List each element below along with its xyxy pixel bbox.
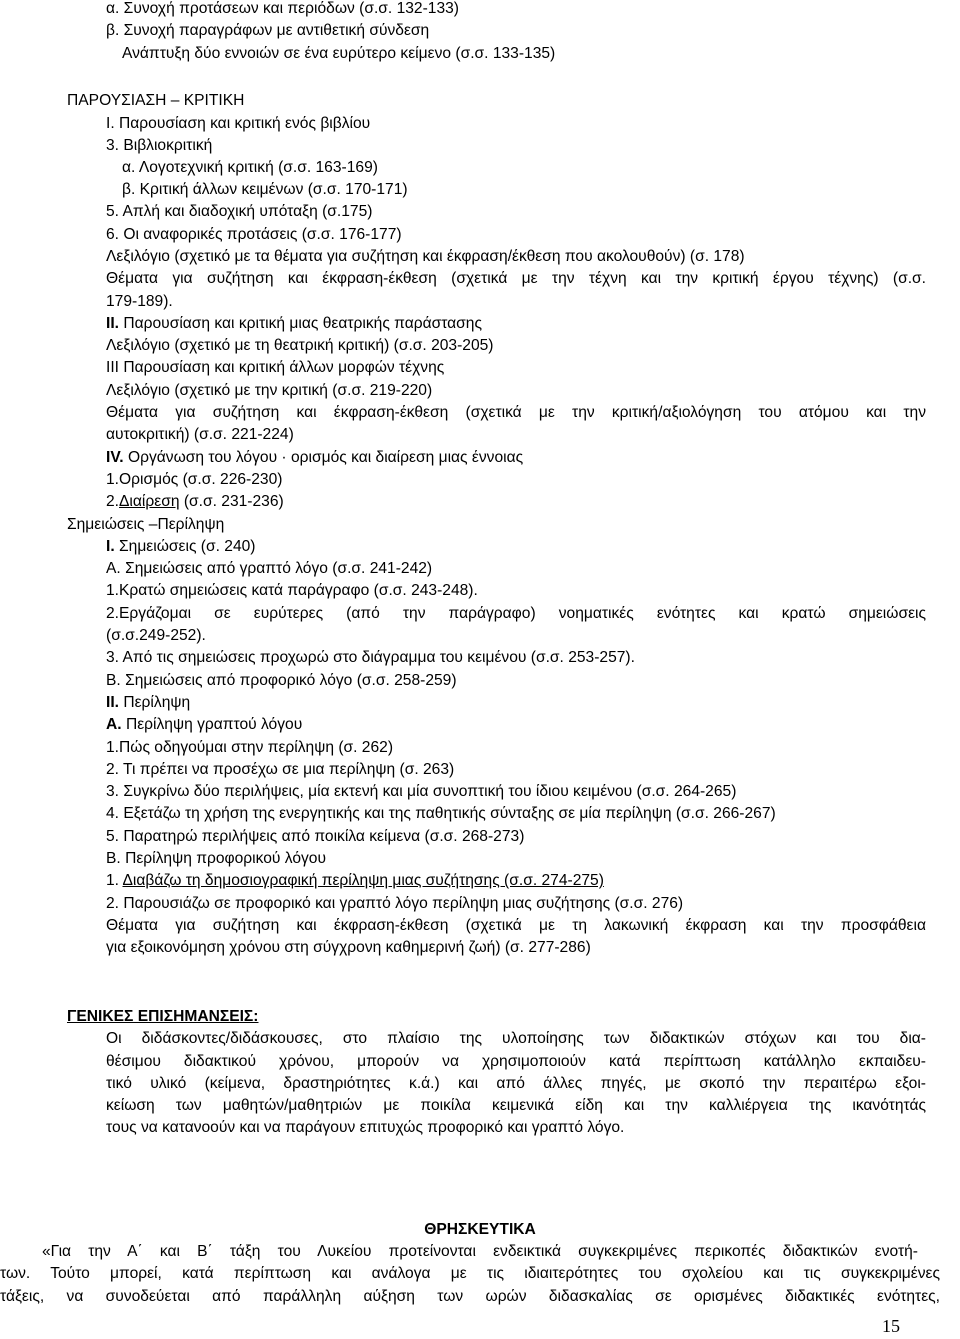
roman-numeral: II. [106, 315, 119, 332]
toc-line: Θέματα για συζήτηση και έκφραση-έκθεση (σχετικά με τη λακωνική έκφραση και την προσφάθεια [106, 917, 926, 934]
toc-line: 6. Οι αναφορικές προτάσεις (σ.σ. 176-177) [106, 226, 402, 243]
toc-line: 3. Συγκρίνω δύο περιλήψεις, μία εκτενή και μία συνοπτική του ίδιου κειμένου (σ.σ. 264-265) [106, 783, 737, 800]
religion-line: των. Τούτο μπορεί, κατά περίπτωση και ανάλογα με τις ιδιαιτερότητες του σχολείου και τις συγκεκριμένες [0, 1265, 940, 1282]
toc-line: 3. Βιβλιοκριτική [106, 137, 213, 154]
toc-line: 5. Απλή και διαδοχική υπόταξη (σ.175) [106, 203, 373, 220]
toc-line: β. Συνοχή παραγράφων με αντιθετική σύνδεση [106, 22, 430, 39]
toc-line: Λεξιλόγιο (σχετικό με την κριτική (σ.σ. 219-220) [106, 382, 433, 399]
toc-line: 1.Κρατώ σημειώσεις κατά παράγραφο (σ.σ. 243-248). [106, 582, 478, 599]
toc-line: α. Συνοχή προτάσεων και περιόδων (σ.σ. 132-133) [106, 0, 459, 17]
toc-line: 5. Παρατηρώ περιλήψεις από ποικίλα κείμενα (σ.σ. 268-273) [106, 828, 525, 845]
page-number: 15 [882, 1316, 900, 1336]
toc-line [106, 536, 255, 558]
toc-line: Ανάπτυξη δύο εννοιών σε ένα ευρύτερο κείμενο (σ.σ. 133-135) [122, 45, 556, 62]
roman-numeral: II. [106, 694, 119, 711]
religion-line: τάξεις, να συνοδεύεται από παράλληλη αύξηση των ωρών διδασκαλίας σε ορισμένες διδακτικές ενότητες, [0, 1288, 940, 1305]
notes-line: Οι διδάσκοντες/διδάσκουσες, στο πλαίσιο της υλοποίησης των διδακτικών στόχων και του δια- [106, 1030, 926, 1047]
toc-line: για εξοικονόμηση χρόνου στη σύγχρονη καθημερινή ζωή) (σ. 277-286) [106, 939, 591, 956]
section-heading-notes-summary: Σημειώσεις –Περίληψη [67, 516, 225, 533]
toc-number: 2. [106, 493, 120, 510]
roman-numeral: IV. [106, 449, 124, 466]
toc-line: 179-189). [106, 293, 173, 310]
toc-text: (σ.σ. 231-236) [183, 493, 284, 510]
toc-line: Λεξιλόγιο (σχετικό με τη θεατρική κριτική) (σ.σ. 203-205) [106, 337, 494, 354]
notes-line: τικό υλικό (κείμενα, δραστηριότητες κ.ά.) και από άλλες πηγές, με σκοπό την περαιτέρω εξοι- [106, 1075, 926, 1092]
general-notes-heading [67, 1006, 259, 1028]
toc-line: 4. Εξετάζω τη χρήση της ενεργητικής και της παθητικής σύνταξης σε μία περίληψη (σ.σ. 266-267) [106, 805, 776, 822]
toc-line [106, 692, 190, 714]
religion-line: «Για την Α΄ και Β΄ τάξη του Λυκείου προτείνονται ενδεικτικά συγκεκριμένες περικοπές διδακτικών ενοτή- [42, 1243, 918, 1260]
toc-line: Β. Σημειώσεις από προφορικό λόγο (σ.σ. 258-259) [106, 672, 457, 689]
toc-line: 2. Τι πρέπει να προσέχω σε μια περίληψη (σ. 263) [106, 761, 455, 778]
toc-line: 1.Ορισμός (σ.σ. 226-230) [106, 471, 283, 488]
toc-line: III Παρουσίαση και κριτική άλλων μορφών τέχνης [106, 359, 445, 376]
notes-line: θέσιμου διδακτικού χρόνου, μπορούν να χρησιμοποιούν κατά περίπτωση κατάλληλο εκπαιδευ- [106, 1053, 926, 1070]
toc-line [106, 491, 284, 513]
toc-underlined-text: Διαίρεση [119, 493, 180, 510]
toc-text: Παρουσίαση και κριτική μιας θεατρικής παράστασης [123, 315, 482, 332]
general-notes-heading-text: ΓΕΝΙΚΕΣ ΕΠΙΣΗΜΑΝΣΕΙΣ: [67, 1008, 259, 1025]
toc-line: Α. Σημειώσεις από γραπτό λόγο (σ.σ. 241-242) [106, 560, 433, 577]
roman-numeral: I. [106, 538, 115, 555]
toc-line: α. Λογοτεχνική κριτική (σ.σ. 163-169) [122, 159, 378, 176]
toc-underlined-text: Διαβάζω τη δημοσιογραφική περίληψη μιας συζήτησης (σ.σ. 274-275) [122, 872, 604, 889]
toc-line [106, 313, 482, 335]
section-letter: Α. [106, 716, 122, 733]
toc-text: Περίληψη [123, 694, 191, 711]
toc-line: Θέματα για συζήτηση και έκφραση-έκθεση (σχετικά με την τέχνη και την κριτική έργου τέχνης) (σ.σ. [106, 270, 926, 287]
toc-line: β. Κριτική άλλων κειμένων (σ.σ. 170-171) [122, 181, 408, 198]
notes-line: κείωση των μαθητών/μαθητριών με ποικίλα κειμενικά είδη και την καλλιέργεια της ικανότητάς [106, 1097, 926, 1114]
toc-text: Περίληψη γραπτού λόγου [125, 716, 303, 733]
toc-line [106, 714, 302, 736]
toc-text: Σημειώσεις (σ. 240) [119, 538, 256, 555]
toc-line: Θέματα για συζήτηση και έκφραση-έκθεση (σχετικά με την κριτική/αξιολόγηση του ατόμου και την [106, 404, 926, 421]
toc-line: Ι. Παρουσίαση και κριτική ενός βιβλίου [106, 115, 371, 132]
section-heading-presentation-critique: ΠΑΡΟΥΣΙΑΣΗ – ΚΡΙΤΙΚΗ [67, 92, 245, 109]
notes-line: τους να κατανοούν και να παράγουν επιτυχώς προφορικό και γραπτό λόγο. [106, 1119, 625, 1136]
toc-line: 1.Πώς οδηγούμαι στην περίληψη (σ. 262) [106, 739, 394, 756]
toc-line: Λεξιλόγιο (σχετικό με τα θέματα για συζήτηση και έκφραση/έκθεση που ακολουθούν) (σ. 178) [106, 248, 745, 265]
toc-line: 2. Παρουσιάζω σε προφορικό και γραπτό λόγο περίληψη μιας συζήτησης (σ.σ. 276) [106, 895, 684, 912]
toc-line [106, 447, 523, 469]
religion-heading: ΘΡΗΣΚΕΥΤΙΚΑ [424, 1221, 536, 1238]
toc-line: 3. Από τις σημειώσεις προχωρώ στο διάγραμμα του κειμένου (σ.σ. 253-257). [106, 649, 635, 666]
toc-number: 1. [106, 872, 120, 889]
toc-line: αυτοκριτική) (σ.σ. 221-224) [106, 426, 294, 443]
toc-line: 2.Εργάζομαι σε ευρύτερες (από την παράγραφο) νοηματικές ενότητες και κρατώ σημειώσεις [106, 605, 926, 622]
toc-text: Οργάνωση του λόγου · ορισμός και διαίρεση μιας έννοιας [127, 449, 524, 466]
toc-line: (σ.σ.249-252). [106, 627, 206, 644]
toc-line: Β. Περίληψη προφορικού λόγου [106, 850, 326, 867]
toc-line [106, 870, 604, 892]
